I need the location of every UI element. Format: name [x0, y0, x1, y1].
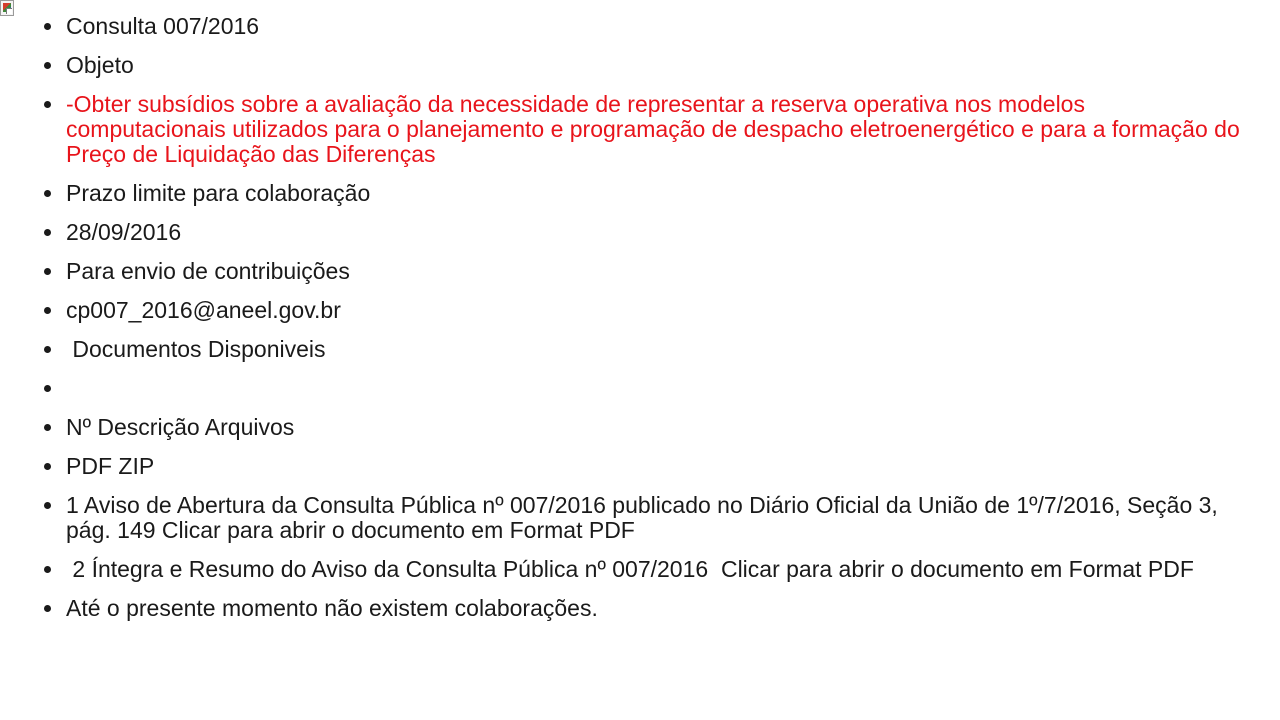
- bullet-text: 2 Íntegra e Resumo do Aviso da Consulta Pública nº 007/2016 Clicar para abrir o documento em Format PDF: [66, 556, 1194, 582]
- bullet-item: [40, 454, 1240, 479]
- bullet-text: PDF ZIP: [66, 453, 155, 479]
- bullet-item: [40, 493, 1240, 543]
- slide-content: [40, 13, 1247, 635]
- bullet-item: [40, 91, 1247, 167]
- bullet-item: [40, 53, 1240, 78]
- bullet-item: [40, 415, 1240, 440]
- bullet-dot: [44, 101, 51, 108]
- bullet-dot: [44, 424, 51, 431]
- bullet-dot: [44, 229, 51, 236]
- bullet-item: [40, 557, 1240, 582]
- bullet-dot: [44, 385, 51, 392]
- bullet-text: Objeto: [66, 52, 134, 78]
- bullet-dot: [44, 463, 51, 470]
- bullet-text: cp007_2016@aneel.gov.br: [66, 297, 341, 323]
- bullet-text: 28/09/2016: [66, 219, 182, 245]
- bullet-text: 1 Aviso de Abertura da Consulta Pública nº 007/2016 publicado no Diário Oficial da União de 1º/7/2016, Seção 3, pág. 149 Clicar para abrir o documento em Format PDF: [66, 492, 1225, 543]
- bullet-item: [40, 596, 1240, 621]
- bullet-dot: [44, 23, 51, 30]
- bullet-dot: [44, 346, 51, 353]
- bullet-dot: [44, 566, 51, 573]
- bullet-dot: [44, 605, 51, 612]
- bullet-dot: [44, 307, 51, 314]
- bullet-text: -Obter subsídios sobre a avaliação da necessidade de representar a reserva operativa nos modelos computacionais utilizados para o planejamento e programação de despacho eletroenergético e para a formação do Preço de Liquidação das Diferenças: [66, 91, 1247, 167]
- bullet-list: [40, 13, 1247, 621]
- bullet-item: [40, 220, 1240, 245]
- bullet-text: Consulta 007/2016: [66, 13, 260, 39]
- bullet-item-empty: [40, 376, 1240, 401]
- bullet-text: Documentos Disponiveis: [66, 336, 326, 362]
- bullet-text: Para envio de contribuições: [66, 258, 350, 284]
- bullet-item: [40, 181, 1240, 206]
- bullet-text: Nº Descrição Arquivos: [66, 414, 295, 440]
- bullet-item: [40, 259, 1240, 284]
- bullet-dot: [44, 268, 51, 275]
- bullet-dot: [44, 190, 51, 197]
- bullet-text: Prazo limite para colaboração: [66, 180, 371, 206]
- bullet-item: [40, 298, 1240, 323]
- bullet-dot: [44, 502, 51, 509]
- bullet-item: [40, 337, 1240, 362]
- bullet-text: Até o presente momento não existem colaborações.: [66, 595, 598, 621]
- bullet-dot: [44, 62, 51, 69]
- broken-image-icon: [0, 0, 14, 16]
- broken-image-tear: [6, 8, 12, 14]
- bullet-item: [40, 14, 1240, 39]
